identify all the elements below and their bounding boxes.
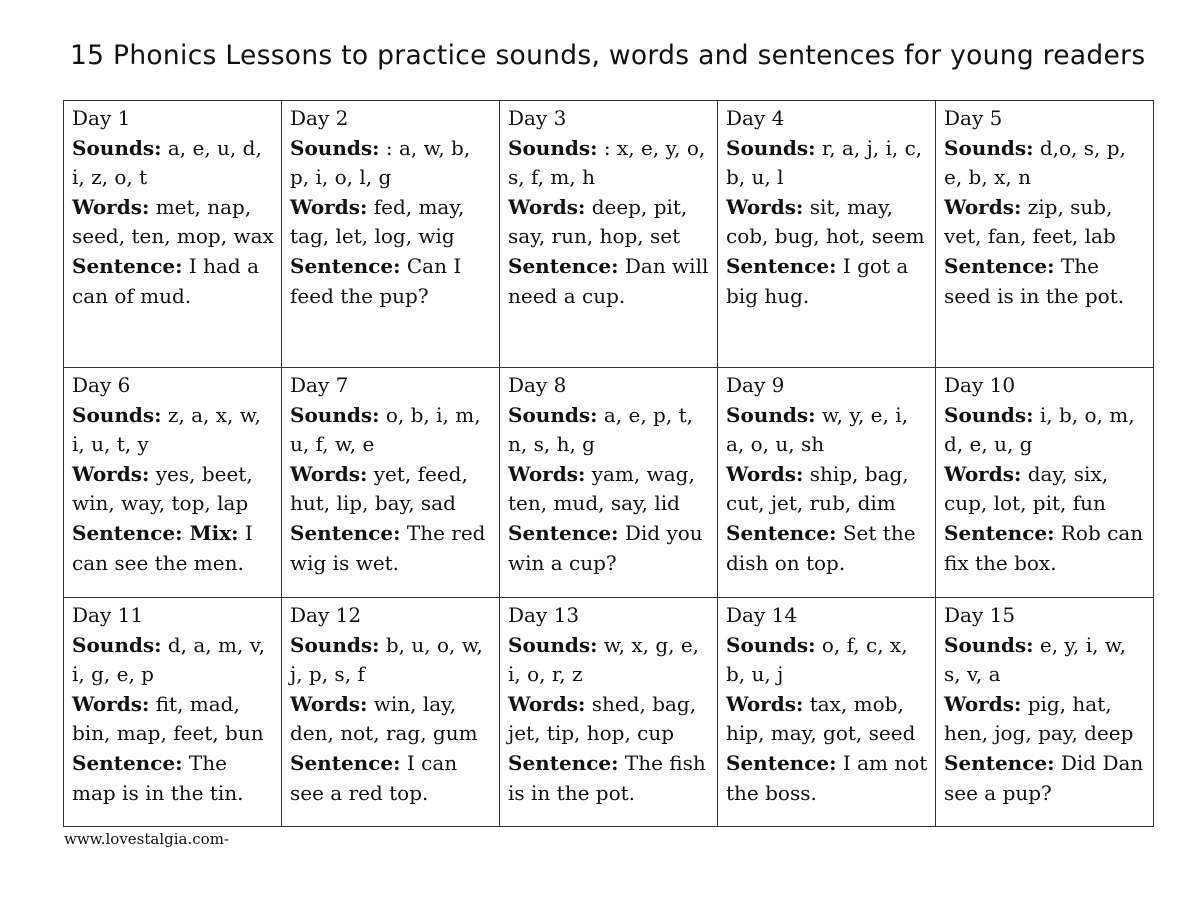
lesson-words [72, 460, 275, 519]
words-value: tax, mob, hip, may, got, seed [726, 691, 916, 746]
words-value: fit, mad, bin, map, feet, bun [72, 691, 264, 746]
lesson-words [726, 460, 929, 519]
sounds-label: Sounds: [944, 135, 1034, 160]
sounds-label: Sounds: [72, 402, 162, 427]
words-label: Words: [726, 194, 804, 219]
sentence-label: Sentence: [726, 520, 837, 545]
words-label: Words: [726, 461, 804, 486]
sounds-value: i, b, o, m, d, e, u, g [944, 402, 1135, 457]
lesson-sounds [290, 401, 493, 460]
sounds-label: Sounds: [290, 632, 380, 657]
words-label: Words: [944, 194, 1022, 219]
lesson-cell [282, 101, 500, 368]
lesson-words [944, 460, 1147, 519]
sounds-label: Sounds: [508, 402, 598, 427]
sentence-label: Sentence: [726, 253, 837, 278]
lesson-sentence [944, 519, 1147, 578]
words-label: Words: [944, 461, 1022, 486]
lesson-cell [64, 101, 282, 368]
lesson-sentence [508, 252, 711, 311]
lesson-day: Day 5 [944, 106, 1003, 130]
lesson-sounds [944, 134, 1147, 193]
lesson-day: Day 15 [944, 603, 1016, 627]
lesson-day: Day 4 [726, 106, 785, 130]
sentence-value: I am not the boss. [726, 750, 928, 805]
lesson-cell [500, 598, 718, 827]
lesson-words [944, 193, 1147, 252]
footer-url: www.lovestalgia.com- [64, 830, 229, 848]
words-label: Words: [290, 194, 368, 219]
words-label: Words: [508, 691, 586, 716]
lesson-day: Day 12 [290, 603, 362, 627]
sentence-label: Sentence: [508, 520, 619, 545]
words-label: Words: [72, 691, 150, 716]
sentence-label: Sentence: [726, 750, 837, 775]
sentence-value: I can see a red top. [290, 750, 458, 805]
lesson-sentence [726, 519, 929, 578]
lessons-table [63, 100, 1154, 827]
sentence-label: Sentence: [944, 520, 1055, 545]
lesson-day: Day 11 [72, 603, 144, 627]
lesson-cell [282, 368, 500, 598]
sounds-value: w, x, g, e, i, o, r, z [508, 632, 700, 687]
lesson-sounds [508, 401, 711, 460]
lesson-cell [500, 368, 718, 598]
lesson-sentence [508, 519, 711, 578]
sounds-label: Sounds: [726, 135, 816, 160]
sentence-value: The seed is in the pot. [944, 253, 1125, 308]
sentence-value: The fish is in the pot. [508, 750, 706, 805]
lesson-cell [718, 598, 936, 827]
sounds-label: Sounds: [72, 632, 162, 657]
table-row [64, 101, 1154, 368]
sentence-label: Sentence: [508, 750, 619, 775]
words-label: Words: [72, 461, 150, 486]
sounds-label: Sounds: [726, 402, 816, 427]
words-label: Words: [508, 194, 586, 219]
sounds-label: Sounds: [290, 135, 380, 160]
sentence-value: Did Dan see a pup? [944, 750, 1144, 805]
lesson-sentence [72, 519, 275, 578]
sounds-label: Sounds: [72, 135, 162, 160]
sounds-value: w, y, e, i, a, o, u, sh [726, 402, 908, 457]
lesson-words [290, 690, 493, 749]
sentence-value: Dan will need a cup. [508, 253, 709, 308]
words-value: zip, sub, vet, fan, feet, lab [944, 194, 1116, 249]
sounds-value: r, a, j, i, c, b, u, l [726, 135, 923, 190]
words-label: Words: [726, 691, 804, 716]
lesson-sounds [508, 631, 711, 690]
words-label: Words: [72, 194, 150, 219]
lesson-cell [936, 598, 1154, 827]
sentence-value: Set the dish on top. [726, 520, 916, 575]
words-value: shed, bag, jet, tip, hop, cup [508, 691, 697, 746]
sounds-value: d, a, m, v, i, g, e, p [72, 632, 265, 687]
sentence-value: I can see the men. [72, 520, 253, 575]
sounds-value: : a, w, b, p, i, o, l, g [290, 135, 471, 190]
lesson-words [508, 690, 711, 749]
lesson-sounds [290, 134, 493, 193]
lesson-sentence [290, 252, 493, 311]
lesson-words [72, 690, 275, 749]
lesson-sentence [290, 749, 493, 808]
sentence-label: Sentence: [72, 750, 183, 775]
lesson-sentence [944, 749, 1147, 808]
lesson-sentence [72, 252, 275, 311]
lesson-sentence [290, 519, 493, 578]
lesson-sounds [72, 401, 275, 460]
lesson-day: Day 8 [508, 373, 567, 397]
lesson-day: Day 9 [726, 373, 785, 397]
lesson-words [290, 460, 493, 519]
sentence-value: The red wig is wet. [290, 520, 486, 575]
sentence-label: Sentence: [290, 253, 401, 278]
lesson-words [508, 193, 711, 252]
lesson-sentence [944, 252, 1147, 311]
lessons-grid [64, 101, 1154, 827]
sentence-label: Sentence: [290, 750, 401, 775]
lesson-words [508, 460, 711, 519]
sounds-value: z, a, x, w, i, u, t, y [72, 402, 261, 457]
words-value: ship, bag, cut, jet, rub, dim [726, 461, 909, 516]
words-value: yet, feed, hut, lip, bay, sad [290, 461, 468, 516]
lesson-sounds [508, 134, 711, 193]
sentence-value: I had a can of mud. [72, 253, 260, 308]
lesson-cell [936, 368, 1154, 598]
table-row [64, 368, 1154, 598]
words-label: Words: [290, 691, 368, 716]
lesson-day: Day 1 [72, 106, 131, 130]
lesson-day: Day 10 [944, 373, 1016, 397]
lesson-day: Day 6 [72, 373, 131, 397]
page-title: 15 Phonics Lessons to practice sounds, words and sentences for young readers [70, 40, 1146, 71]
sentence-value: I got a big hug. [726, 253, 909, 308]
sounds-label: Sounds: [290, 402, 380, 427]
sounds-value: : x, e, y, o, s, f, m, h [508, 135, 706, 190]
sounds-label: Sounds: [944, 632, 1034, 657]
sounds-value: d,o, s, p, e, b, x, n [944, 135, 1126, 190]
words-value: deep, pit, say, run, hop, set [508, 194, 688, 249]
lesson-day: Day 7 [290, 373, 349, 397]
lesson-sounds [726, 134, 929, 193]
lesson-sentence [726, 749, 929, 808]
sounds-value: a, e, u, d, i, z, o, t [72, 135, 262, 190]
lesson-sounds [72, 134, 275, 193]
lesson-sounds [726, 401, 929, 460]
lesson-words [726, 690, 929, 749]
sentence-value: Did you win a cup? [508, 520, 703, 575]
lesson-sentence [72, 749, 275, 808]
lesson-sounds [944, 401, 1147, 460]
lesson-sounds [290, 631, 493, 690]
sounds-value: b, u, o, w, j, p, s, f [290, 632, 483, 687]
sentence-value: Rob can fix the box. [944, 520, 1144, 575]
lesson-day: Day 13 [508, 603, 580, 627]
lesson-words [726, 193, 929, 252]
lesson-cell [718, 368, 936, 598]
sentence-label: Sentence: [944, 750, 1055, 775]
sentence-label: Sentence: [508, 253, 619, 278]
words-value: day, six, cup, lot, pit, fun [944, 461, 1109, 516]
lesson-cell [64, 368, 282, 598]
lesson-day: Day 2 [290, 106, 349, 130]
sentence-value: The map is in the tin. [72, 750, 244, 805]
sounds-label: Sounds: [508, 135, 598, 160]
words-value: yes, beet, win, way, top, lap [72, 461, 253, 516]
sounds-value: e, y, i, w, s, v, a [944, 632, 1126, 687]
sounds-label: Sounds: [508, 632, 598, 657]
words-value: win, lay, den, not, rag, gum [290, 691, 478, 746]
sounds-value: o, b, i, m, u, f, w, e [290, 402, 481, 457]
sounds-label: Sounds: [944, 402, 1034, 427]
words-value: pig, hat, hen, jog, pay, deep [944, 691, 1134, 746]
words-label: Words: [290, 461, 368, 486]
sentence-label: Sentence: [944, 253, 1055, 278]
lesson-words [944, 690, 1147, 749]
lesson-sounds [72, 631, 275, 690]
sentence-value: Can I feed the pup? [290, 253, 462, 308]
lesson-cell [718, 101, 936, 368]
words-label: Words: [508, 461, 586, 486]
words-value: fed, may, tag, let, log, wig [290, 194, 465, 249]
sentence-label: Sentence: [72, 253, 183, 278]
words-value: yam, wag, ten, mud, say, lid [508, 461, 695, 516]
lesson-words [290, 193, 493, 252]
lesson-sentence [726, 252, 929, 311]
lesson-cell [936, 101, 1154, 368]
sounds-value: o, f, c, x, b, u, j [726, 632, 908, 687]
lesson-cell [64, 598, 282, 827]
lesson-sentence [508, 749, 711, 808]
lesson-sounds [944, 631, 1147, 690]
sounds-label: Sounds: [726, 632, 816, 657]
lesson-sounds [726, 631, 929, 690]
words-value: met, nap, seed, ten, mop, wax [72, 194, 274, 249]
words-value: sit, may, cob, bug, hot, seem [726, 194, 925, 249]
sounds-value: a, e, p, t, n, s, h, g [508, 402, 693, 457]
lesson-day: Day 14 [726, 603, 798, 627]
lesson-words [72, 193, 275, 252]
table-row [64, 598, 1154, 827]
words-label: Words: [944, 691, 1022, 716]
sentence-label: Sentence: [290, 520, 401, 545]
lesson-cell [282, 598, 500, 827]
sentence-label: Sentence: Mix: [72, 520, 239, 545]
lesson-day: Day 3 [508, 106, 567, 130]
lesson-cell [500, 101, 718, 368]
